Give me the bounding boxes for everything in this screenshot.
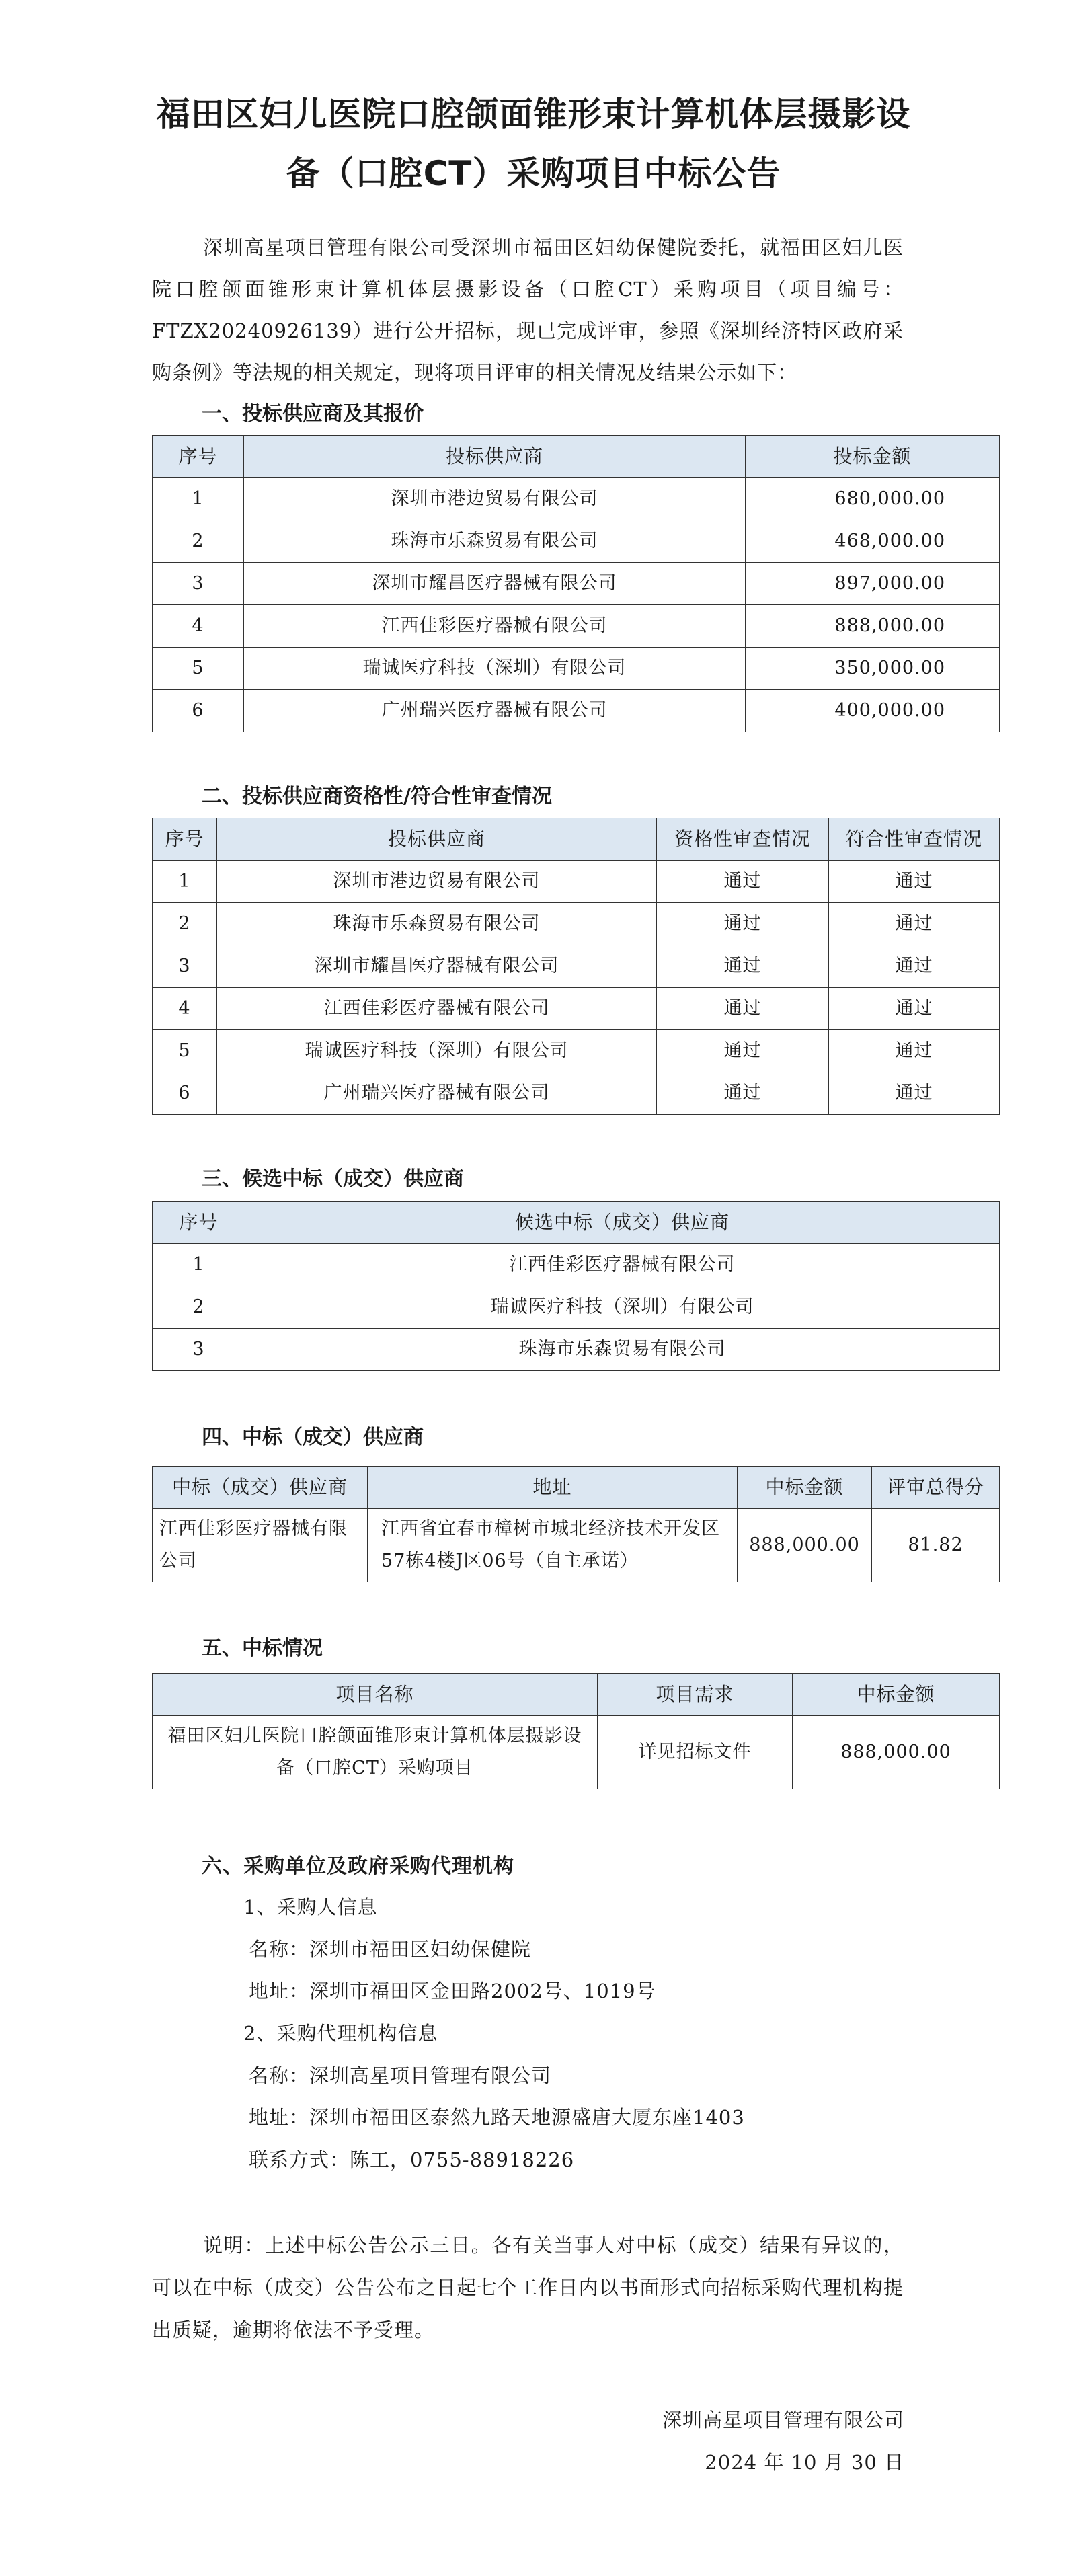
purchaser-heading: 1、采购人信息	[243, 1896, 378, 1918]
cell-address: 江西省宜春市樟树市城北经济技术开发区57栋4楼J区06号（自主承诺）	[368, 1509, 738, 1582]
header-qualification: 资格性审查情况	[657, 818, 829, 861]
table-row	[153, 690, 1000, 732]
header-supplier: 投标供应商	[244, 436, 746, 478]
cell-qualification: 通过	[657, 988, 829, 1030]
document-title-line-1: 福田区妇儿医院口腔颌面锥形束计算机体层摄影设	[156, 95, 911, 134]
table-row	[153, 861, 1000, 903]
cell-amount: 897,000.00	[746, 563, 1000, 605]
cell-supplier: 瑞诚医疗科技（深圳）有限公司	[217, 1030, 657, 1072]
cell-supplier: 珠海市乐森贸易有限公司	[245, 1329, 1000, 1371]
cell-conformity: 通过	[829, 861, 1000, 903]
cell-supplier: 深圳市港边贸易有限公司	[244, 478, 746, 520]
table-row	[153, 563, 1000, 605]
cell-no: 4	[153, 605, 244, 648]
cell-qualification: 通过	[657, 945, 829, 988]
cell-no: 2	[153, 1286, 245, 1329]
header-no: 序号	[153, 1202, 245, 1244]
agency-name: 名称：深圳高星项目管理有限公司	[249, 2064, 552, 2087]
cell-no: 2	[153, 903, 217, 945]
cell-supplier: 江西佳彩医疗器械有限公司	[245, 1244, 1000, 1286]
signature-date: 2024 年 10 月 30 日	[705, 2451, 904, 2474]
cell-no: 2	[153, 520, 244, 563]
cell-qualification: 通过	[657, 861, 829, 903]
cell-conformity: 通过	[829, 988, 1000, 1030]
table-row	[153, 903, 1000, 945]
cell-supplier: 瑞诚医疗科技（深圳）有限公司	[245, 1286, 1000, 1329]
cell-no: 1	[153, 1244, 245, 1286]
cell-conformity: 通过	[829, 1072, 1000, 1115]
header-supplier: 投标供应商	[217, 818, 657, 861]
section-3-title: 三、候选中标（成交）供应商	[202, 1167, 464, 1191]
agency-heading: 2、采购代理机构信息	[243, 2022, 438, 2045]
table-header-row	[153, 818, 1000, 861]
document-title-line-2: 备（口腔CT）采购项目中标公告	[286, 154, 781, 193]
cell-winner: 江西佳彩医疗器械有限公司	[153, 1509, 368, 1582]
section-2-title: 二、投标供应商资格性/符合性审查情况	[202, 785, 552, 808]
table-row	[153, 1072, 1000, 1115]
cell-conformity: 通过	[829, 1030, 1000, 1072]
intro-paragraph: 深圳高星项目管理有限公司受深圳市福田区妇幼保健院委托，就福田区妇儿医院口腔颌面锥形束计算机体层摄影设备（口腔CT）采购项目（项目编号：FTZX20240926139）进行公开招标，现已完成评审，参照《深圳经济特区政府采购条例》等法规的相关规定，现将项目评审的相关情况及结果公示如下：	[152, 236, 904, 384]
agency-contact: 联系方式：陈工，0755-88918226	[249, 2148, 575, 2171]
table-row	[153, 1329, 1000, 1371]
cell-supplier: 广州瑞兴医疗器械有限公司	[244, 690, 746, 732]
cell-supplier: 深圳市港边贸易有限公司	[217, 861, 657, 903]
header-score: 评审总得分	[872, 1467, 1000, 1509]
cell-conformity: 通过	[829, 903, 1000, 945]
qualification-review-table	[152, 818, 1000, 1115]
table-header-row	[153, 1467, 1000, 1509]
header-no: 序号	[153, 818, 217, 861]
cell-no: 1	[153, 861, 217, 903]
cell-amount: 468,000.00	[746, 520, 1000, 563]
cell-amount: 400,000.00	[746, 690, 1000, 732]
table-row	[153, 478, 1000, 520]
table-header-row	[153, 436, 1000, 478]
purchaser-name: 名称：深圳市福田区妇幼保健院	[249, 1938, 532, 1961]
table-header-row	[153, 1202, 1000, 1244]
table-row	[153, 648, 1000, 690]
cell-supplier: 江西佳彩医疗器械有限公司	[244, 605, 746, 648]
table-row	[153, 520, 1000, 563]
header-amount: 投标金额	[746, 436, 1000, 478]
table-header-row	[153, 1674, 1000, 1716]
cell-conformity: 通过	[829, 945, 1000, 988]
header-requirement: 项目需求	[598, 1674, 793, 1716]
header-amount: 中标金额	[738, 1467, 872, 1509]
cell-supplier: 深圳市耀昌医疗器械有限公司	[217, 945, 657, 988]
cell-supplier: 广州瑞兴医疗器械有限公司	[217, 1072, 657, 1115]
table-row	[153, 945, 1000, 988]
cell-score: 81.82	[872, 1509, 1000, 1582]
cell-no: 6	[153, 690, 244, 732]
cell-no: 5	[153, 1030, 217, 1072]
cell-qualification: 通过	[657, 1072, 829, 1115]
section-5-title: 五、中标情况	[202, 1637, 323, 1660]
cell-no: 1	[153, 478, 244, 520]
header-no: 序号	[153, 436, 244, 478]
cell-amount: 888,000.00	[746, 605, 1000, 648]
cell-supplier: 瑞诚医疗科技（深圳）有限公司	[244, 648, 746, 690]
table-row	[153, 1244, 1000, 1286]
cell-supplier: 深圳市耀昌医疗器械有限公司	[244, 563, 746, 605]
table-row	[153, 1286, 1000, 1329]
cell-supplier: 珠海市乐森贸易有限公司	[217, 903, 657, 945]
section-1-title: 一、投标供应商及其报价	[202, 402, 424, 426]
section-6-title: 六、采购单位及政府采购代理机构	[202, 1855, 514, 1878]
header-winner: 中标（成交）供应商	[153, 1467, 368, 1509]
section-4-title: 四、中标（成交）供应商	[202, 1426, 424, 1449]
cell-requirement: 详见招标文件	[598, 1716, 793, 1789]
cell-qualification: 通过	[657, 903, 829, 945]
header-candidate: 候选中标（成交）供应商	[245, 1202, 1000, 1244]
cell-supplier: 江西佳彩医疗器械有限公司	[217, 988, 657, 1030]
award-table	[152, 1673, 1000, 1789]
cell-amount: 888,000.00	[793, 1716, 1000, 1789]
cell-project: 福田区妇儿医院口腔颌面锥形束计算机体层摄影设备（口腔CT）采购项目	[153, 1716, 598, 1789]
cell-no: 5	[153, 648, 244, 690]
table-row	[153, 605, 1000, 648]
cell-amount: 350,000.00	[746, 648, 1000, 690]
bid-price-table	[152, 435, 1000, 732]
header-amount: 中标金额	[793, 1674, 1000, 1716]
cell-amount: 888,000.00	[738, 1509, 872, 1582]
cell-no: 3	[153, 563, 244, 605]
header-project: 项目名称	[153, 1674, 598, 1716]
signature-company: 深圳高星项目管理有限公司	[662, 2409, 904, 2431]
table-row	[153, 1716, 1000, 1789]
table-row	[153, 1030, 1000, 1072]
cell-no: 4	[153, 988, 217, 1030]
cell-supplier: 珠海市乐森贸易有限公司	[244, 520, 746, 563]
cell-qualification: 通过	[657, 1030, 829, 1072]
cell-amount: 680,000.00	[746, 478, 1000, 520]
header-conformity: 符合性审查情况	[829, 818, 1000, 861]
purchaser-address: 地址：深圳市福田区金田路2002号、1019号	[249, 1980, 656, 2002]
note-paragraph: 说明：上述中标公告公示三日。各有关当事人对中标（成交）结果有异议的，可以在中标（成交）公告公布之日起七个工作日内以书面形式向招标采购代理机构提出质疑，逾期将依法不予受理。	[152, 2234, 904, 2341]
candidate-supplier-table	[152, 1201, 1000, 1371]
header-address: 地址	[368, 1467, 738, 1509]
cell-no: 3	[153, 1329, 245, 1371]
cell-no: 3	[153, 945, 217, 988]
table-row	[153, 1509, 1000, 1582]
table-row	[153, 988, 1000, 1030]
cell-no: 6	[153, 1072, 217, 1115]
agency-address: 地址：深圳市福田区泰然九路天地源盛唐大厦东座1403	[249, 2106, 745, 2129]
winning-supplier-table	[152, 1466, 1000, 1582]
